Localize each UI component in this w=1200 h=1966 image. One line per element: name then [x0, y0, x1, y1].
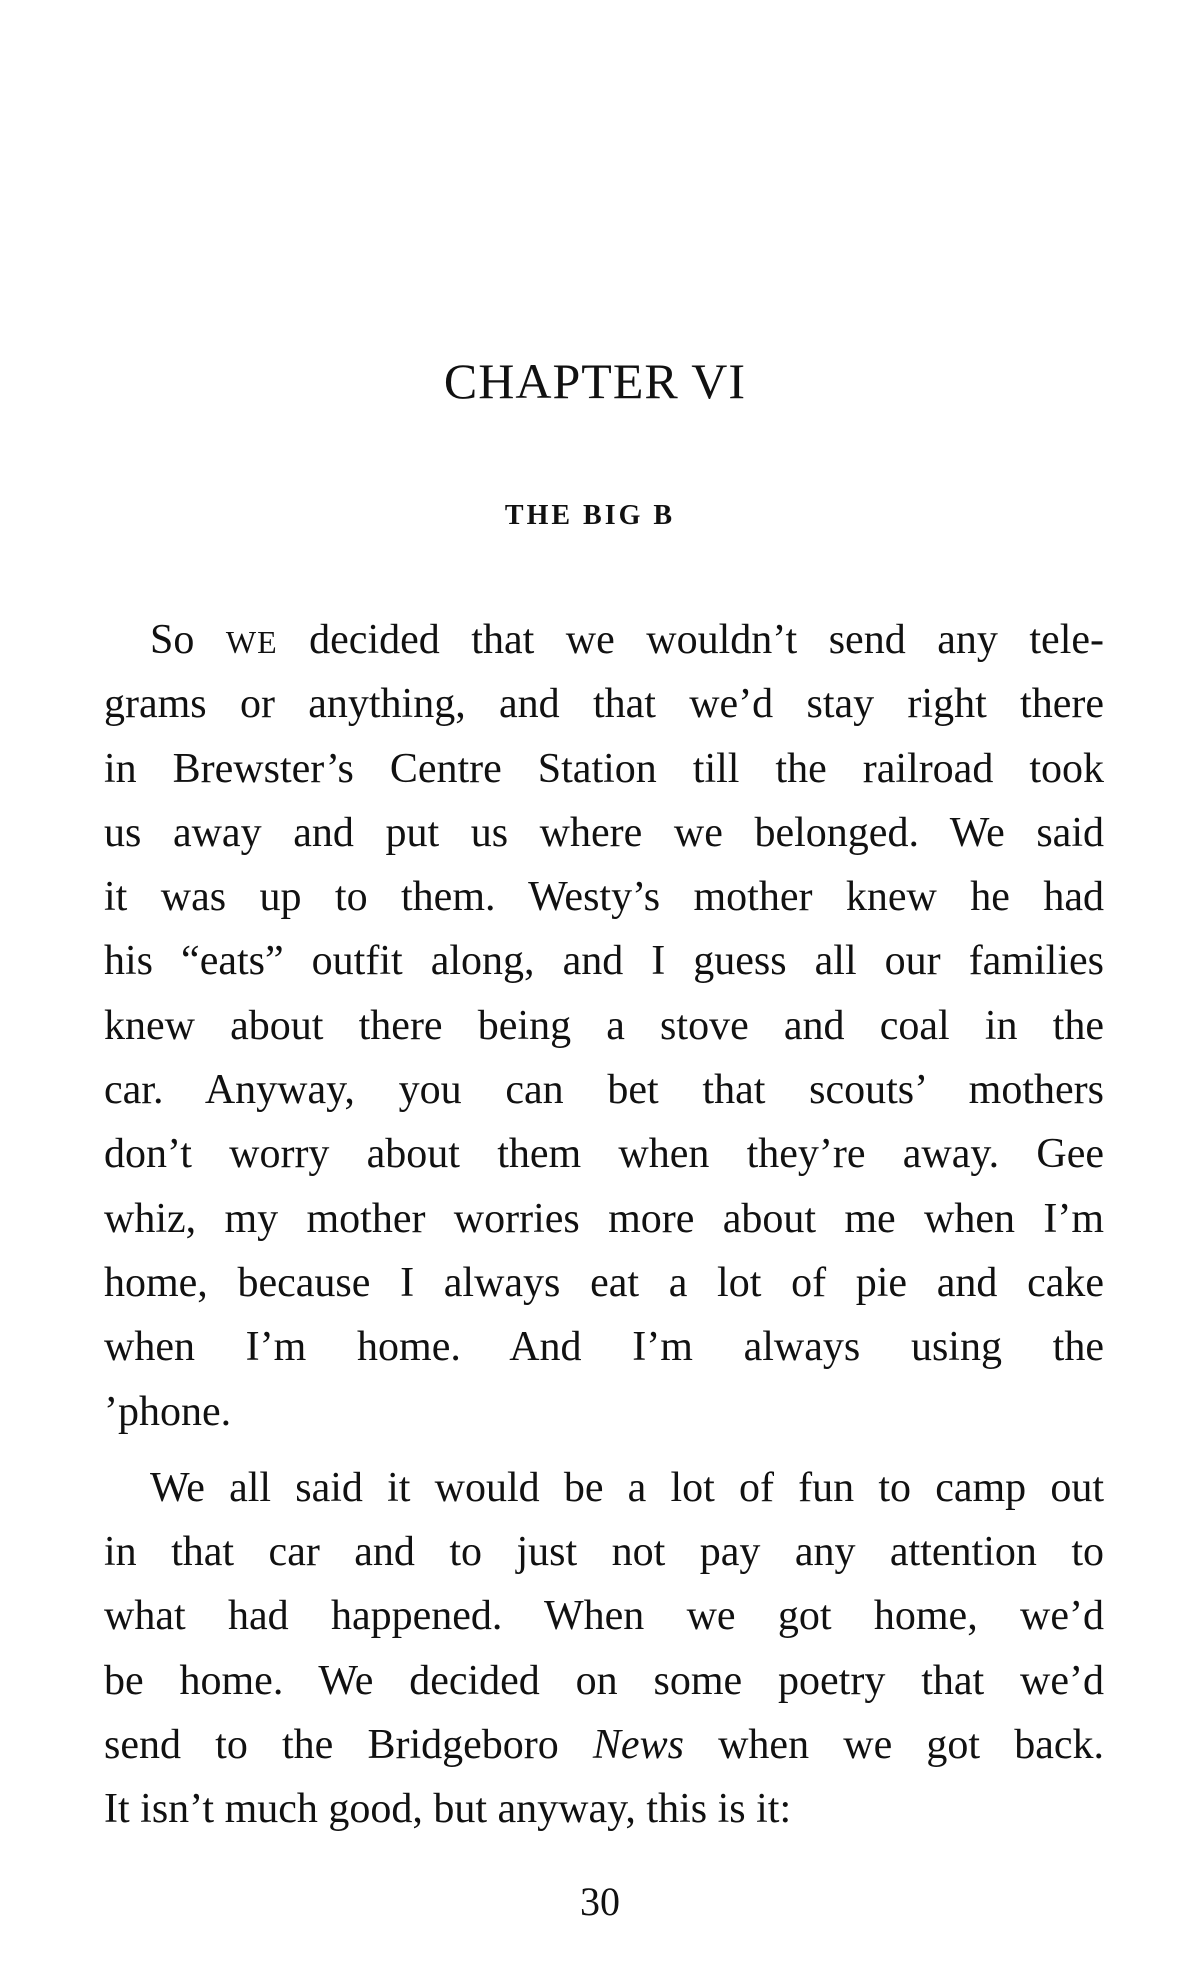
chapter-heading: CHAPTER VI — [443, 353, 747, 409]
paragraph-line: be home. We decided on some poetry that we’d — [104, 1657, 1104, 1704]
drop-lead-word: So — [150, 617, 226, 663]
paragraph-line: home, because I always eat a lot of pie and cake — [104, 1259, 1104, 1306]
paragraph-line: his “eats” outfit along, and I guess all our families — [104, 938, 1104, 985]
paragraph-line: what had happened. When we got home, we’d — [104, 1593, 1104, 1640]
paragraph-line: ’phone. — [104, 1388, 232, 1435]
line-text: decided that we wouldn’t send any tele- — [277, 617, 1104, 663]
paragraph-gap — [104, 1444, 1104, 1456]
paragraph-line: It isn’t much good, but anyway, this is it: — [104, 1786, 792, 1833]
paragraph-line — [104, 608, 1104, 672]
paragraph-line: car. Anyway, you can bet that scouts’ mothers — [104, 1067, 1104, 1114]
paragraph-line: it was up to them. Westy’s mother knew he had — [104, 874, 1104, 921]
newspaper-name: News — [592, 1722, 684, 1769]
line-text: send to the Bridgeboro — [104, 1722, 593, 1769]
paragraph-line: knew about there being a stove and coal in the — [104, 1002, 1104, 1049]
paragraph-line: We all said it would be a lot of fun to camp out — [150, 1464, 1104, 1511]
line-text: when we got back. — [683, 1722, 1104, 1769]
small-caps-word: WE — [225, 624, 278, 660]
paragraph-line: us away and put us where we belonged. We said — [104, 809, 1104, 856]
paragraph-line — [104, 1713, 1104, 1777]
paragraph-line: in that car and to just not pay any attention to — [104, 1529, 1104, 1576]
page-number: 30 — [580, 1879, 620, 1924]
paragraph-line: whiz, my mother worries more about me when I’m — [104, 1195, 1104, 1242]
paragraph-line: don’t worry about them when they’re away. Gee — [104, 1131, 1104, 1178]
paragraph-line: in Brewster’s Centre Station till the railroad took — [104, 745, 1104, 792]
chapter-title: THE BIG B — [504, 500, 676, 531]
paragraph-line: grams or anything, and that we’d stay right there — [104, 681, 1104, 728]
paragraph-line: when I’m home. And I’m always using the — [104, 1324, 1104, 1371]
body-text — [104, 608, 1104, 1842]
